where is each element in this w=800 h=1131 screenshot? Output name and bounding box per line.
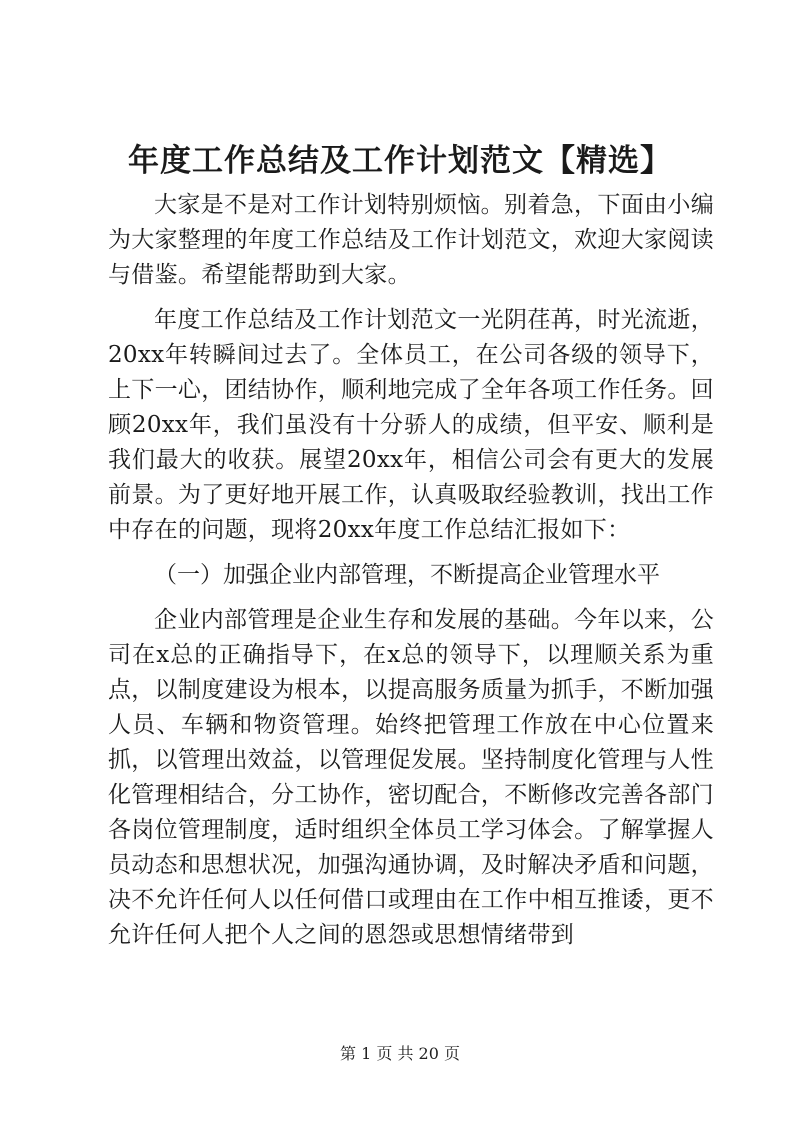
section-heading: （一）加强企业内部管理，不断提高企业管理水平 — [154, 562, 660, 588]
body-paragraph-1: 年度工作总结及工作计划范文一光阴荏苒，时光流逝，20xx年转瞬间过去了。全体员工，在公司各级的领导下，上下一心，团结协作，顺利地完成了全年各项工作任务。回顾20xx年，我们虽没有十分骄人的成绩，但平安、顺利是我们最大的收获。展望20xx年，相信公司会有更大的发展前景。为了更好地开展工作，认真吸取经验教训，找出工作中存在的问题，现将20xx年度工作总结汇报如下： — [108, 307, 714, 543]
body-paragraph-2: 企业内部管理是企业生存和发展的基础。今年以来，公司在x总的正确指导下，在x总的领导下，以理顺关系为重点，以制度建设为根本，以提高服务质量为抓手，不断加强人员、车辆和物资管理。始终把管理工作放在中心位置来抓，以管理出效益，以管理促发展。坚持制度化管理与人性化管理相结合，分工协作，密切配合，不断修改完善各部门各岗位管理制度，适时组织全体员工学习体会。了解掌握人员动态和思想状况，加强沟通协调，及时解决矛盾和问题，决不允许任何人以任何借口或理由在工作中相互推诿，更不允许任何人把个人之间的恩怨或思想情绪带到 — [108, 607, 714, 948]
document-body — [108, 188, 714, 953]
page-footer: 第 1 页 共 20 页 — [340, 1044, 460, 1063]
document-title: 年度工作总结及工作计划范文【精选】 — [128, 143, 672, 179]
intro-paragraph: 大家是不是对工作计划特别烦恼。别着急，下面由小编为大家整理的年度工作总结及工作计划范文，欢迎大家阅读与借鉴。希望能帮助到大家。 — [108, 192, 714, 288]
